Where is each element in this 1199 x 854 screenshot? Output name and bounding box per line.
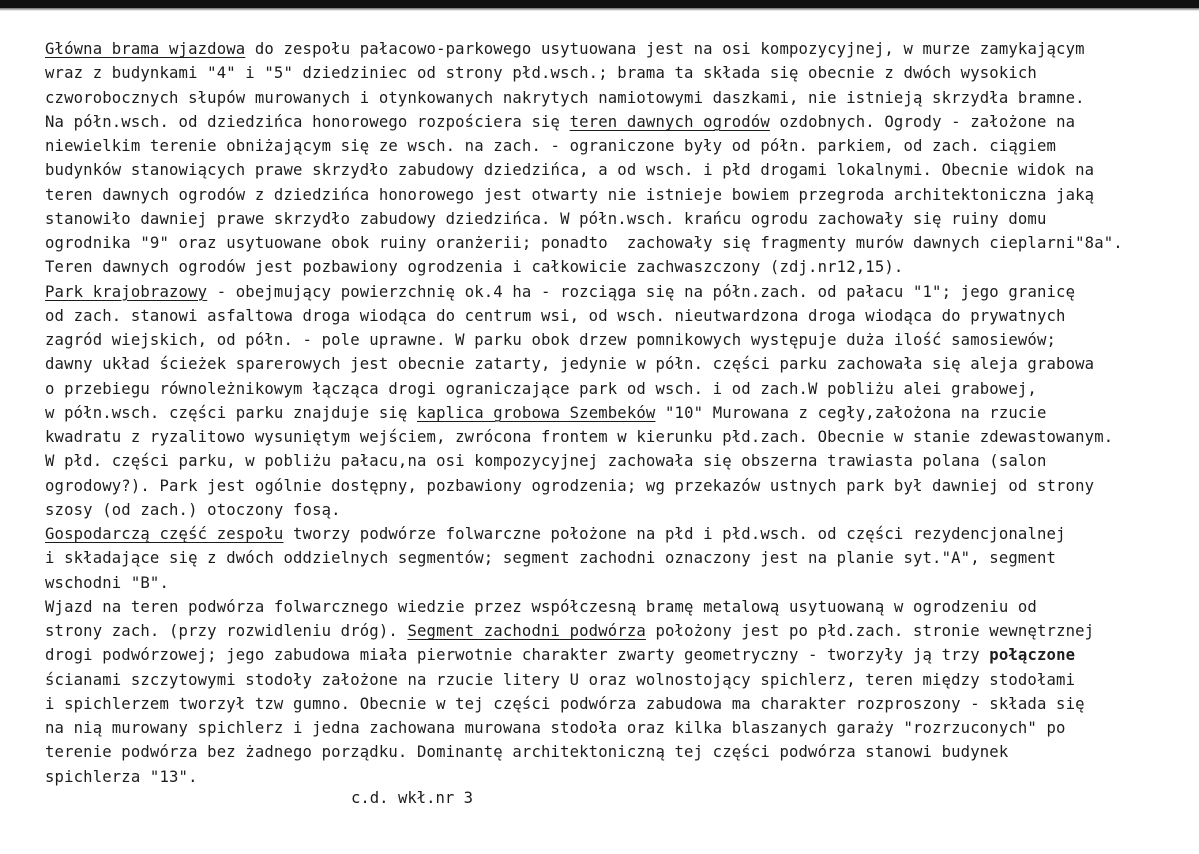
text-line [45,404,1047,422]
text-line [45,428,1113,446]
text-line [45,380,1037,398]
text-segment: ogrodowy?). Park jest ogólnie dostępny, pozbawiony ogrodzenia; wg przekazów ustnych park był dawniej od strony [45,476,1095,495]
text-segment: ogrodnika "9" oraz usytuowane obok ruiny oranżerii; ponadto zachowały się fragmenty murów dawnych cieplarni"8a". [45,234,1123,252]
text-segment: szosy (od zach.) otoczony fosą. [45,500,341,519]
overstruck-word: połączone [989,646,1076,665]
text-line [45,525,1066,543]
text-line [45,161,1094,179]
text-segment: teren dawnych ogrodów z dziedzińca honorowego jest otwarty nie istnieje bowiem przegroda architektoniczna jaką [45,185,1095,204]
underlined-heading: Segment zachodni podwórza [407,622,646,640]
text-segment: strony zach. (przy rozwidleniu dróg). [45,622,408,640]
text-segment: wschodni "B". [45,573,169,592]
text-segment: drogi podwórzowej; jego zabudowa miała pierwotnie charakter zwarty geometryczny - tworzyły ją trzy [45,646,990,665]
text-segment: Wjazd na teren podwórza folwarcznego wiedzie przez współczesną bramę metalową usytuowaną w ogrodzeniu od [45,597,1037,616]
page-reference: c.d. wkł.nr 3 [351,789,474,807]
text-segment: w półn.wsch. części parku znajduje się [45,403,417,422]
underlined-heading: Park krajobrazowy [45,282,208,301]
text-segment: do zespołu pałacowo-parkowego usytuowana jest na osi kompozycyjnej, w murze zamykającym [245,40,1085,58]
text-segment: na nią murowany spichlerz i jedna zachowana murowana stodoła oraz kilka blaszanych garaży "rozrzuconych" po [45,719,1066,737]
text-segment: Teren dawnych ogrodów jest pozbawiony ogrodzenia i całkowicie zachwaszczony (zdj.nr12,15). [45,258,904,277]
underlined-heading: Gospodarczą część zespołu [45,525,284,543]
text-segment: Na półn.wsch. od dziedzińca honorowego rozpościera się [45,112,570,131]
text-line [45,186,1094,204]
text-segment: kwadratu z ryzalitowo wysuniętym wejściem, zwrócona frontem w kierunku płd.zach. Obecnie w stanie zdewastowanym. [45,428,1114,446]
text-line [45,671,1075,689]
text-line [45,137,1056,155]
text-segment: dawny układ ścieżek sparerowych jest obecnie zatarty, jedynie w półn. części parku zachowała się aleja grabowa [45,355,1095,374]
underlined-heading: teren dawnych ogrodów [569,112,770,131]
text-line [45,549,1056,567]
text-segment: o przebiegu równoleżnikowym łącząca drogi ograniczające park od wsch. i od zach.W pobliżu alei grabowej, [45,379,1037,398]
text-segment: zagród wiejskich, od półn. - pole uprawne. W parku obok drzew pomnikowych występuje duża ilość samosiewów; [45,331,1057,349]
text-segment: wraz z budynkami "4" i "5" dziedziniec od strony płd.wsch.; brama ta składa się obecnie z dwóch wysokich [45,64,1037,83]
text-line [45,307,1066,325]
text-line [45,331,1056,349]
text-line [45,64,1037,82]
text-line [45,477,1094,495]
text-line [45,258,903,276]
text-segment: W płd. części parku, w pobliżu pałacu,na osi kompozycyjnej zachowała się obszerna trawiasta polana (salon [45,452,1047,471]
text-line [45,574,169,592]
text-segment: terenie podwórza bez żadnego porządku. Dominantę architektoniczną tej części podwórza stanowi budynek [45,743,1009,762]
text-line [45,695,1085,713]
text-line [45,113,1075,131]
text-segment: spichlerza "13". [45,767,198,786]
text-line [45,452,1047,470]
text-line [45,646,1075,664]
text-segment: czworobocznych słupów murowanych i otynkowanych nakrytych namiotowymi daszkami, nie istnieją skrzydła bramne. [45,88,1085,107]
text-segment: ozdobnych. Ogrody - założone na [769,112,1076,131]
text-line [45,501,341,519]
underlined-heading: Główna brama wjazdowa [45,40,246,58]
text-line [45,743,1008,761]
text-line [45,210,1047,228]
text-line [45,598,1037,616]
text-line [45,89,1085,107]
text-segment: i składające się z dwóch oddzielnych segmentów; segment zachodni oznaczony jest na planie syt."A", segment [45,549,1057,568]
text-line [45,768,198,786]
text-segment: ścianami szczytowymi stodoły założone na rzucie litery U oraz wolnostojący spichlerz, teren między stodołami [45,670,1076,689]
text-segment: - obejmujący powierzchnię ok.4 ha - rozciąga się na półn.zach. od pałacu "1"; jego granicę [207,282,1076,301]
text-segment: niewielkim terenie obniżającym się ze wsch. na zach. - ograniczone były od półn. parkiem, od zach. ciągiem [45,137,1057,155]
text-line [45,283,1075,301]
underlined-heading: kaplica grobowa Szembeków [417,403,656,422]
text-segment: stanowiło dawniej prawe skrzydło zabudowy dziedzińca. W półn.wsch. krańcu ogrodu zachowały się ruiny domu [45,209,1047,228]
text-line [45,719,1066,737]
text-segment: i spichlerzem tworzył tzw gumno. Obecnie w tej części podwórza zabudowa ma charakter rozproszony - składa się [45,694,1085,713]
text-line [45,355,1094,373]
text-line [45,622,1094,640]
text-segment: "10" Murowana z cegły,założona na rzucie [655,403,1047,422]
text-segment: położony jest po płd.zach. stronie wewnętrznej [645,622,1095,640]
text-line [45,40,1085,58]
text-segment: od zach. stanowi asfaltowa droga wiodąca do centrum wsi, od wsch. nieutwardzona droga wiodąca do prywatnych [45,306,1066,325]
text-segment: budynków stanowiących prawe skrzydło zabudowy dziedzińca, a od wsch. i płd drogami lokalnymi. Obecnie widok na [45,161,1095,180]
text-line [45,234,1123,252]
text-segment: tworzy podwórze folwarczne położone na płd i płd.wsch. od części rezydencjonalnej [283,525,1066,543]
